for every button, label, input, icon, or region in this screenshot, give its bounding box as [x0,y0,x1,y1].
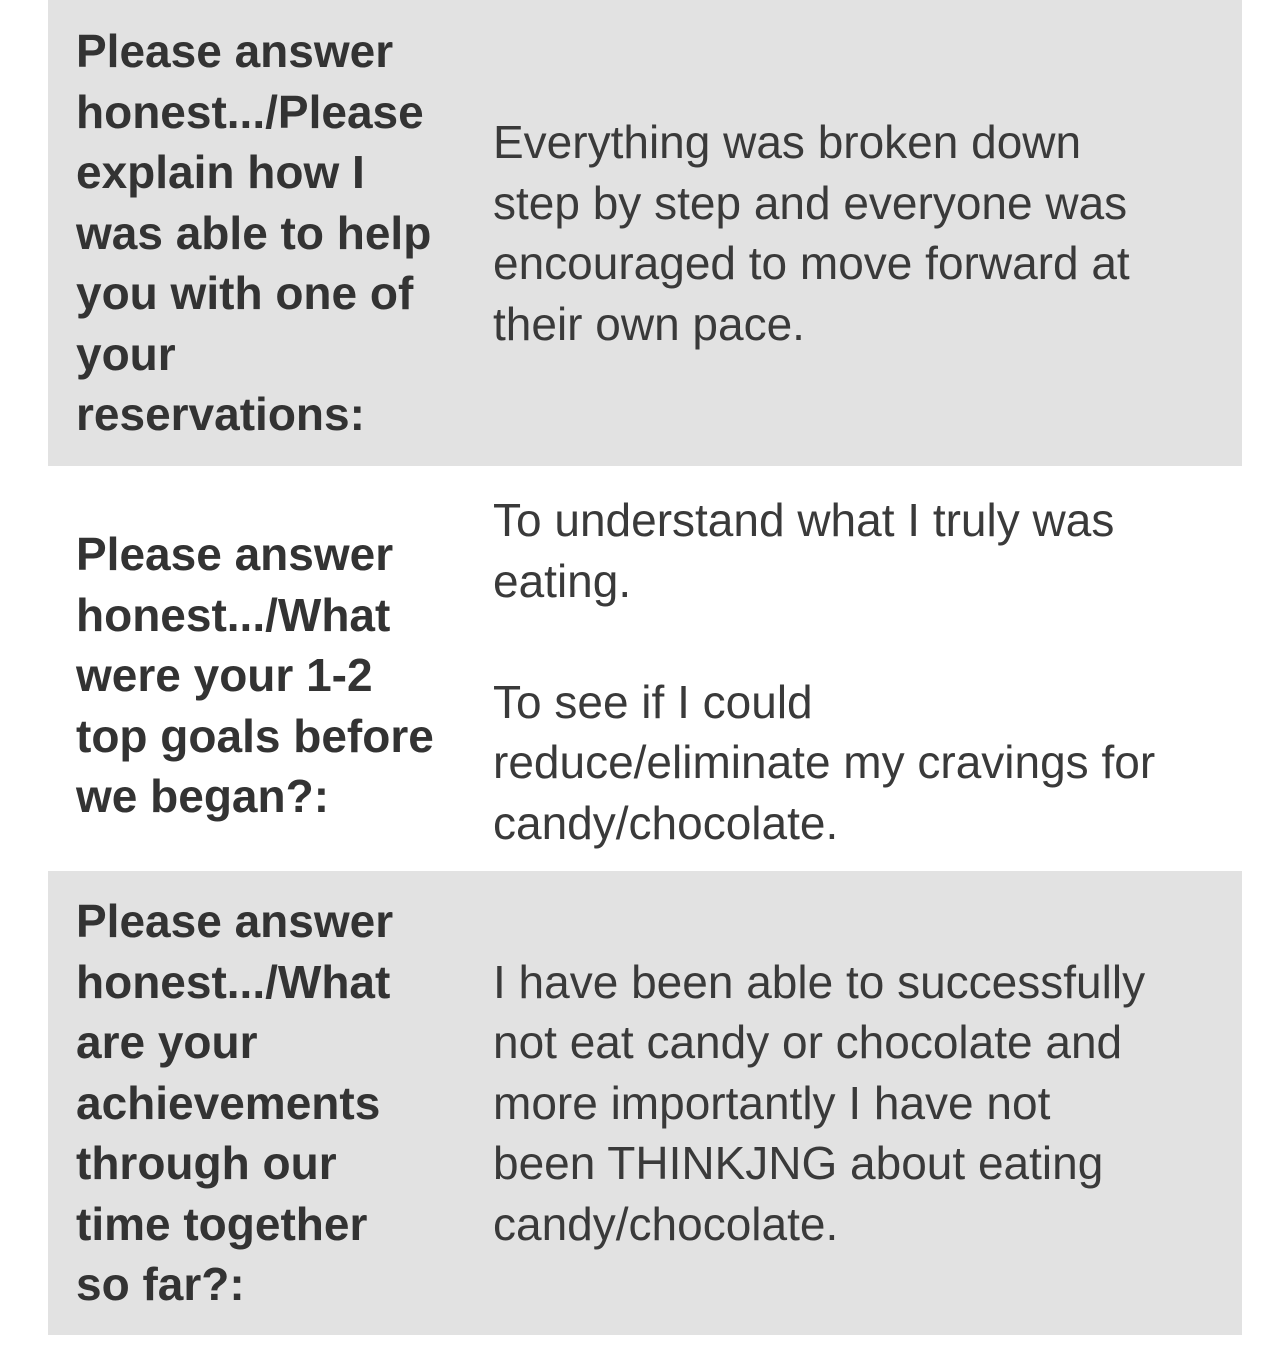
question-label: Please answer honest.../What are your achievements through our time together so far?: [76,895,394,1311]
question-label: Please answer honest.../What were your 1-2 top goals before we began?: [76,528,434,823]
qa-row [48,871,1242,1335]
qa-table [48,0,1242,1335]
answer-text: Everything was broken down step by step and everyone was encouraged to move forward at their own pace. [493,116,1130,350]
qa-row [48,466,1242,871]
answer-text: I have been able to successfully not eat candy or chocolate and more importantly I have not been THINKJNG about eating candy/chocolate. [493,955,1146,1250]
qa-row [48,0,1242,466]
question-label: Please answer honest.../Please explain how I was able to help you with one of your reservations: [76,25,432,441]
answer-text: To understand what I truly was eating. To see if I could reduce/eliminate my cravings for candy/chocolate. [493,494,1156,849]
